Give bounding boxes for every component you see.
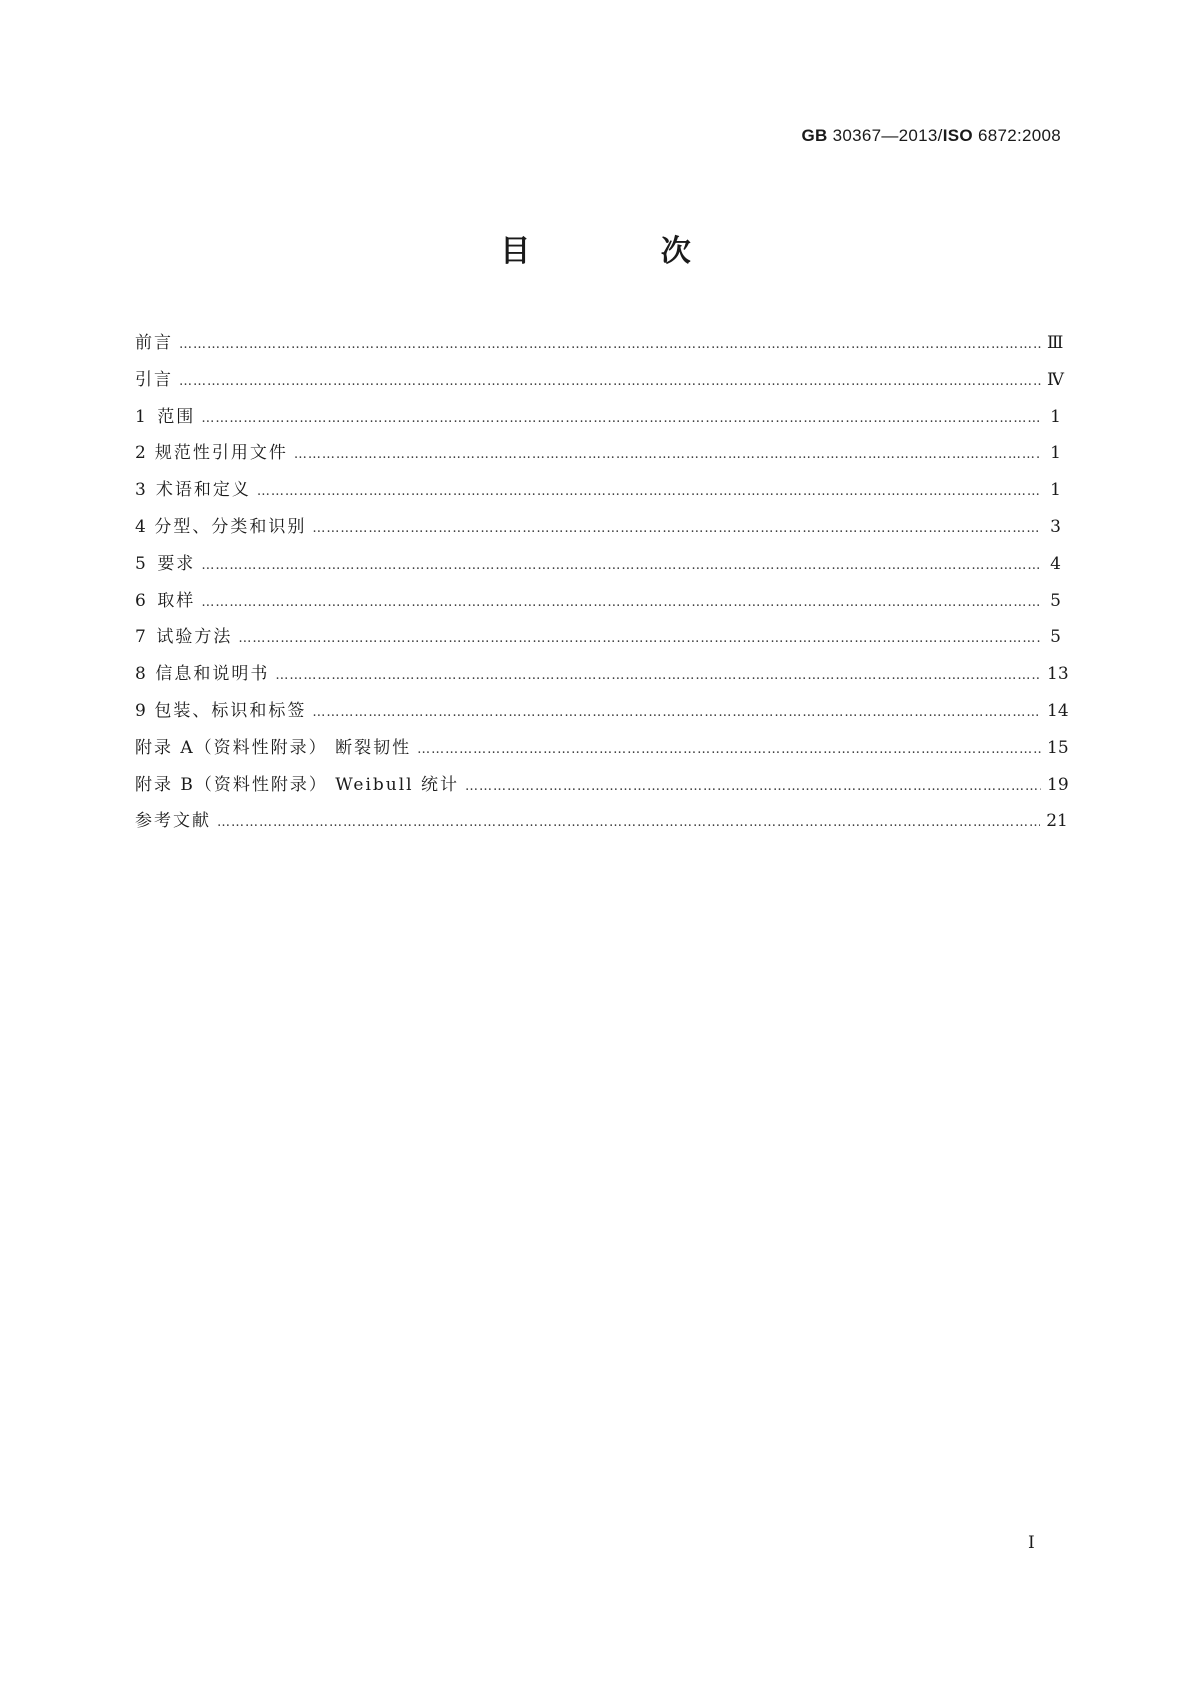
toc-entry-9[interactable]: [135, 696, 1069, 733]
standard-code-gb: GB: [801, 126, 828, 145]
toc-leader-dots: [179, 337, 1041, 352]
toc-entry-4[interactable]: [135, 512, 1061, 549]
toc-leader-dots: [201, 595, 1041, 610]
toc-entry-bibliography[interactable]: [135, 806, 1068, 843]
toc-section-number: 5: [135, 553, 146, 574]
toc-entry-3[interactable]: [135, 475, 1061, 512]
toc-section-number: 6: [135, 590, 146, 611]
toc-section-number: 3: [135, 480, 146, 501]
standard-code-header: [801, 126, 1061, 146]
toc-entry-6[interactable]: [135, 586, 1061, 623]
toc-label: 参考文献: [135, 811, 211, 832]
toc-page-number: 15: [1047, 737, 1069, 758]
toc-page-number: 1: [1050, 443, 1061, 464]
toc-label: 附录 B（资料性附录） Weibull 统计: [135, 774, 459, 795]
toc-leader-dots: [294, 447, 1041, 462]
toc-label: 包装、标识和标签: [154, 700, 307, 721]
toc-leader-dots: [238, 631, 1041, 646]
toc-label: 分型、分类和识别: [154, 516, 307, 537]
toc-page-number: 5: [1050, 590, 1061, 611]
toc-section-number: 8: [135, 664, 146, 685]
toc-entry-7[interactable]: [135, 622, 1061, 659]
toc-page-number: Ⅳ: [1047, 369, 1064, 390]
toc-label: 要求: [157, 553, 196, 574]
toc-leader-dots: [275, 668, 1041, 683]
toc-page-number: 13: [1047, 664, 1069, 685]
toc-page-number: 14: [1047, 700, 1069, 721]
toc-entry-annex-a[interactable]: [135, 733, 1069, 770]
toc-page-number: 1: [1050, 406, 1061, 427]
toc-label: 取样: [157, 590, 196, 611]
standard-code-iso-number: 6872:2008: [977, 126, 1061, 145]
toc-page-number: 1: [1050, 480, 1061, 501]
table-of-contents: [135, 328, 1069, 843]
page-number: I: [1028, 1533, 1035, 1553]
toc-leader-dots: [312, 521, 1041, 536]
toc-title: 目 次: [500, 234, 751, 269]
toc-entry-introduction[interactable]: [135, 365, 1064, 402]
toc-entry-foreword[interactable]: [135, 328, 1064, 365]
toc-page-number: 5: [1050, 627, 1061, 648]
toc-page-number: 4: [1050, 553, 1061, 574]
toc-leader-dots: [201, 411, 1041, 426]
toc-label: 范围: [157, 406, 196, 427]
toc-leader-dots: [217, 815, 1040, 830]
toc-page-number: 19: [1047, 774, 1069, 795]
toc-entry-2[interactable]: [135, 438, 1061, 475]
toc-label: 规范性引用文件: [154, 443, 288, 464]
toc-label: 引言: [135, 369, 173, 390]
standard-code-iso: ISO: [942, 126, 973, 145]
toc-entry-annex-b[interactable]: [135, 770, 1069, 807]
toc-entry-8[interactable]: [135, 659, 1069, 696]
toc-leader-dots: [312, 705, 1041, 720]
toc-label: 术语和定义: [155, 480, 251, 501]
toc-entry-5[interactable]: [135, 549, 1061, 586]
toc-section-number: 4: [135, 516, 146, 537]
toc-label: 试验方法: [156, 627, 233, 648]
toc-section-number: 2: [135, 443, 146, 464]
toc-page-number: Ⅲ: [1047, 333, 1064, 353]
toc-leader-dots: [201, 558, 1041, 573]
toc-leader-dots: [417, 742, 1041, 757]
toc-page-number: 21: [1046, 811, 1068, 832]
toc-label: 附录 A（资料性附录） 断裂韧性: [135, 737, 412, 758]
toc-entry-1[interactable]: [135, 402, 1061, 439]
toc-leader-dots: [257, 484, 1041, 499]
toc-section-number: 7: [135, 627, 146, 648]
toc-label: 信息和说明书: [155, 664, 270, 685]
toc-leader-dots: [465, 779, 1041, 794]
toc-page-number: 3: [1050, 516, 1061, 537]
toc-section-number: 9: [135, 700, 146, 721]
toc-leader-dots: [179, 374, 1041, 389]
toc-label: 前言: [135, 333, 173, 353]
standard-code-number: 30367—2013/: [832, 126, 943, 145]
toc-section-number: 1: [135, 406, 146, 427]
